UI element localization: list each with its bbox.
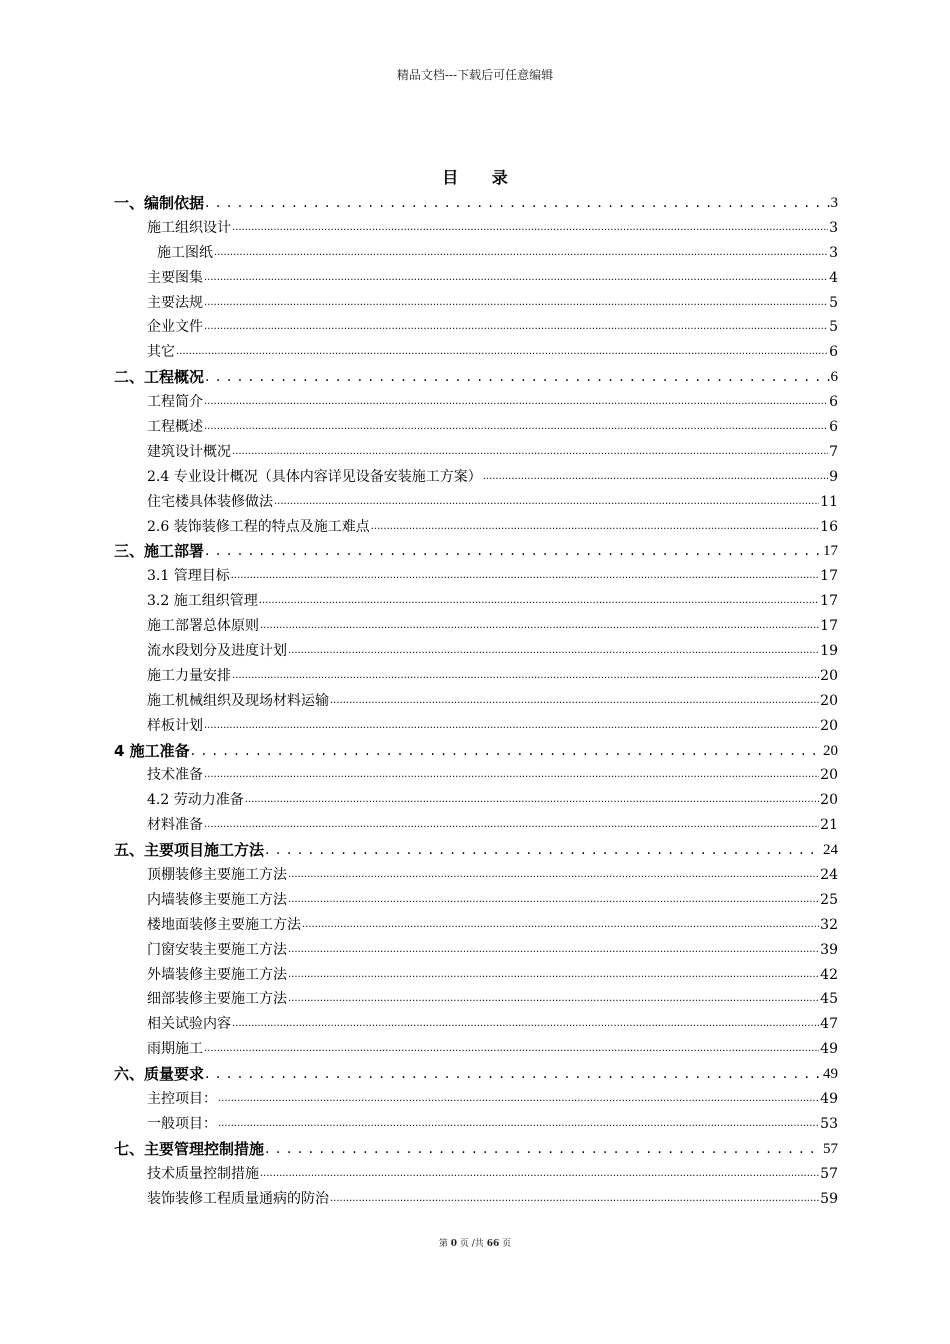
toc-entry-page-number: 17 xyxy=(820,593,838,610)
toc-entry[interactable] xyxy=(114,515,838,540)
toc-dot-leader xyxy=(288,963,819,988)
toc-entry-label: 住宅楼具体装修做法 xyxy=(147,493,273,510)
toc-entry-label: 3.1 管理目标 xyxy=(147,568,230,585)
toc-entry[interactable] xyxy=(114,1062,838,1087)
toc-entry[interactable] xyxy=(114,1012,838,1037)
toc-dot-leader xyxy=(204,291,828,316)
toc-entry[interactable] xyxy=(114,291,838,316)
toc-entry-page-number: 45 xyxy=(820,991,838,1008)
toc-dot-leader xyxy=(204,763,819,788)
toc-dot-leader xyxy=(204,266,828,291)
toc-entry-page-number: 49 xyxy=(823,1066,838,1083)
toc-dot-leader xyxy=(232,664,819,689)
toc-dot-leader xyxy=(274,490,819,515)
toc-entry-label: 3.2 施工组织管理 xyxy=(147,593,258,610)
toc-entry[interactable] xyxy=(114,589,838,614)
footer-current-page: 0 xyxy=(450,1239,458,1249)
toc-dot-leader xyxy=(191,739,822,764)
toc-entry[interactable] xyxy=(114,664,838,689)
toc-entry-label: 楼地面装修主要施工方法 xyxy=(147,916,301,933)
toc-entry-label: 工程概述 xyxy=(147,419,203,435)
toc-dot-leader xyxy=(288,888,819,913)
toc-dot-leader xyxy=(265,838,822,863)
table-of-contents xyxy=(114,191,838,1212)
toc-entry[interactable] xyxy=(114,1112,838,1137)
toc-entry[interactable] xyxy=(114,813,838,838)
toc-entry-page-number: 24 xyxy=(823,842,838,859)
toc-entry-page-number: 17 xyxy=(820,568,838,585)
toc-entry[interactable] xyxy=(114,440,838,465)
toc-entry-page-number: 25 xyxy=(820,891,838,908)
toc-entry[interactable] xyxy=(114,913,838,938)
toc-entry[interactable] xyxy=(114,739,838,764)
toc-entry-label: 4 施工准备 xyxy=(114,741,190,760)
toc-dot-leader xyxy=(483,465,828,490)
toc-entry-label: 技术质量控制措施 xyxy=(147,1165,259,1182)
toc-entry-page-number: 3 xyxy=(829,244,838,261)
toc-title: 目 录 xyxy=(442,168,522,187)
toc-entry-page-number: 19 xyxy=(820,643,838,660)
toc-dot-leader xyxy=(232,216,828,241)
toc-entry-label: 流水段划分及进度计划 xyxy=(147,643,287,660)
toc-entry-label: 一、编制依据 xyxy=(114,193,205,212)
toc-entry-label: 顶棚装修主要施工方法 xyxy=(147,867,287,884)
toc-entry-page-number: 39 xyxy=(820,941,838,958)
toc-entry-page-number: 4 xyxy=(829,269,838,286)
toc-dot-leader xyxy=(205,539,822,564)
toc-entry-page-number: 49 xyxy=(820,1091,838,1108)
toc-entry-label: 施工机械组织及现场材料运输 xyxy=(147,692,329,709)
toc-entry-label: 细部装修主要施工方法 xyxy=(147,991,287,1008)
toc-entry-label: 五、主要项目施工方法 xyxy=(114,841,265,860)
toc-entry-label: 主要法规 xyxy=(147,294,203,311)
toc-dot-leader xyxy=(205,365,829,390)
toc-dot-leader xyxy=(205,1062,822,1087)
toc-entry-page-number: 57 xyxy=(820,1165,838,1182)
toc-entry-page-number: 20 xyxy=(820,692,838,709)
toc-entry-page-number: 53 xyxy=(820,1115,838,1132)
toc-dot-leader xyxy=(232,440,828,465)
toc-entry[interactable] xyxy=(114,1037,838,1062)
toc-dot-leader xyxy=(288,938,819,963)
toc-entry-page-number: 20 xyxy=(820,667,838,684)
toc-entry-page-number: 49 xyxy=(820,1041,838,1058)
toc-dot-leader xyxy=(204,813,819,838)
toc-entry[interactable] xyxy=(114,838,838,863)
toc-entry-label: 样板计划 xyxy=(147,717,203,734)
toc-entry[interactable] xyxy=(114,988,838,1013)
toc-entry[interactable] xyxy=(114,1162,838,1187)
page-header: 精品文档---下载后可任意编辑 xyxy=(396,68,554,82)
toc-entry-label: 一般项目： xyxy=(147,1115,217,1132)
toc-entry[interactable] xyxy=(114,365,838,390)
toc-entry[interactable] xyxy=(114,191,838,216)
toc-entry-label: 门窗安装主要施工方法 xyxy=(147,941,287,958)
toc-entry[interactable] xyxy=(114,614,838,639)
toc-dot-leader xyxy=(259,589,819,614)
toc-dot-leader xyxy=(218,1112,819,1137)
toc-entry-label: 装饰装修工程质量通病的防治 xyxy=(147,1190,329,1207)
toc-entry-label: 其它 xyxy=(147,344,175,361)
footer-prefix: 第 xyxy=(438,1239,448,1249)
toc-entry-label: 外墙装修主要施工方法 xyxy=(147,966,287,983)
toc-entry[interactable] xyxy=(114,315,838,340)
toc-dot-leader xyxy=(214,241,828,266)
footer-suffix: 页 xyxy=(502,1239,512,1249)
toc-entry-page-number: 6 xyxy=(829,344,838,361)
toc-entry-page-number: 59 xyxy=(820,1190,838,1207)
page-footer xyxy=(0,1236,950,1249)
toc-entry[interactable] xyxy=(114,390,838,415)
toc-entry-page-number: 20 xyxy=(820,792,838,809)
toc-entry[interactable] xyxy=(114,1087,838,1112)
toc-dot-leader xyxy=(204,315,828,340)
toc-entry-label: 三、施工部署 xyxy=(114,542,205,561)
toc-dot-leader xyxy=(265,1137,822,1162)
toc-entry-page-number: 20 xyxy=(820,717,838,734)
toc-entry[interactable] xyxy=(114,938,838,963)
toc-entry-page-number: 7 xyxy=(829,443,838,460)
toc-entry-label: 雨期施工 xyxy=(147,1041,203,1058)
toc-entry-page-number: 6 xyxy=(829,419,838,435)
toc-entry-label: 4.2 劳动力准备 xyxy=(147,792,244,809)
toc-dot-leader xyxy=(231,564,819,589)
toc-entry[interactable] xyxy=(114,788,838,813)
toc-entry[interactable] xyxy=(114,241,838,266)
toc-entry-label: 六、质量要求 xyxy=(114,1065,205,1084)
toc-entry[interactable] xyxy=(114,266,838,291)
toc-dot-leader xyxy=(204,714,819,739)
toc-dot-leader xyxy=(288,639,819,664)
toc-entry-label: 技术准备 xyxy=(147,767,203,784)
toc-entry-label: 七、主要管理控制措施 xyxy=(114,1139,265,1158)
toc-entry[interactable] xyxy=(114,714,838,739)
toc-dot-leader xyxy=(330,1187,819,1212)
toc-entry-page-number: 5 xyxy=(829,294,838,311)
toc-entry-page-number: 21 xyxy=(820,817,838,834)
toc-dot-leader xyxy=(330,689,819,714)
toc-entry-page-number: 17 xyxy=(820,618,838,635)
toc-entry-page-number: 6 xyxy=(829,394,838,411)
toc-entry-label: 材料准备 xyxy=(147,817,203,834)
toc-dot-leader xyxy=(232,1012,819,1037)
toc-entry[interactable] xyxy=(114,763,838,788)
toc-entry[interactable] xyxy=(114,689,838,714)
toc-entry-page-number: 5 xyxy=(829,319,838,336)
toc-entry-page-number: 32 xyxy=(820,916,838,933)
footer-total-pages: 66 xyxy=(486,1239,500,1249)
toc-dot-leader xyxy=(204,415,828,440)
toc-entry-page-number: 3 xyxy=(829,219,838,236)
toc-entry-label: 主要图集 xyxy=(147,269,203,286)
toc-entry[interactable] xyxy=(114,863,838,888)
toc-entry[interactable] xyxy=(114,340,838,365)
toc-entry-page-number: 9 xyxy=(829,468,838,485)
toc-entry[interactable] xyxy=(114,465,838,490)
toc-entry[interactable] xyxy=(114,415,838,440)
toc-entry-label: 企业文件 xyxy=(147,319,203,336)
toc-dot-leader xyxy=(205,191,829,216)
toc-entry-label: 内墙装修主要施工方法 xyxy=(147,891,287,908)
toc-entry[interactable] xyxy=(114,963,838,988)
toc-dot-leader xyxy=(204,390,828,415)
toc-dot-leader xyxy=(302,913,819,938)
toc-entry-label: 相关试验内容 xyxy=(147,1016,231,1033)
toc-entry-page-number: 17 xyxy=(823,543,838,560)
toc-entry-page-number: 57 xyxy=(823,1140,838,1157)
toc-dot-leader xyxy=(260,614,819,639)
toc-entry-page-number: 24 xyxy=(820,867,838,884)
toc-entry-label: 施工力量安排 xyxy=(147,667,231,684)
footer-middle: 页 /共 xyxy=(459,1239,484,1249)
toc-entry[interactable] xyxy=(114,888,838,913)
toc-entry-page-number: 11 xyxy=(820,493,838,510)
toc-entry-label: 建筑设计概况 xyxy=(147,443,231,460)
toc-entry-page-number: 3 xyxy=(830,194,838,211)
toc-dot-leader xyxy=(288,863,819,888)
toc-entry-label: 工程简介 xyxy=(147,394,203,411)
toc-entry-page-number: 6 xyxy=(830,369,838,386)
toc-entry-label: 施工部署总体原则 xyxy=(147,618,259,635)
toc-dot-leader xyxy=(260,1162,819,1187)
toc-entry-label: 主控项目： xyxy=(147,1091,217,1108)
toc-entry-page-number: 42 xyxy=(820,966,838,983)
toc-dot-leader xyxy=(218,1087,819,1112)
toc-entry[interactable] xyxy=(114,1137,838,1162)
toc-entry[interactable] xyxy=(114,564,838,589)
toc-entry[interactable] xyxy=(114,639,838,664)
toc-entry-page-number: 20 xyxy=(820,767,838,784)
toc-dot-leader xyxy=(204,1037,819,1062)
toc-entry-page-number: 20 xyxy=(823,742,838,759)
toc-dot-leader xyxy=(288,988,819,1013)
toc-dot-leader xyxy=(371,515,819,540)
toc-entry-label: 施工图纸 xyxy=(157,244,213,261)
toc-entry-label: 二、工程概况 xyxy=(114,368,205,387)
toc-entry-label: 2.4 专业设计概况（具体内容详见设备安装施工方案） xyxy=(147,468,482,485)
toc-entry[interactable] xyxy=(114,1187,838,1212)
toc-entry-page-number: 47 xyxy=(820,1016,838,1033)
toc-dot-leader xyxy=(245,788,819,813)
toc-entry-label: 2.6 装饰装修工程的特点及施工难点 xyxy=(147,518,370,535)
toc-entry[interactable] xyxy=(114,490,838,515)
toc-entry-page-number: 16 xyxy=(820,518,838,535)
toc-entry[interactable] xyxy=(114,539,838,564)
toc-dot-leader xyxy=(176,340,828,365)
toc-entry[interactable] xyxy=(114,216,838,241)
toc-entry-label: 施工组织设计 xyxy=(147,219,231,236)
